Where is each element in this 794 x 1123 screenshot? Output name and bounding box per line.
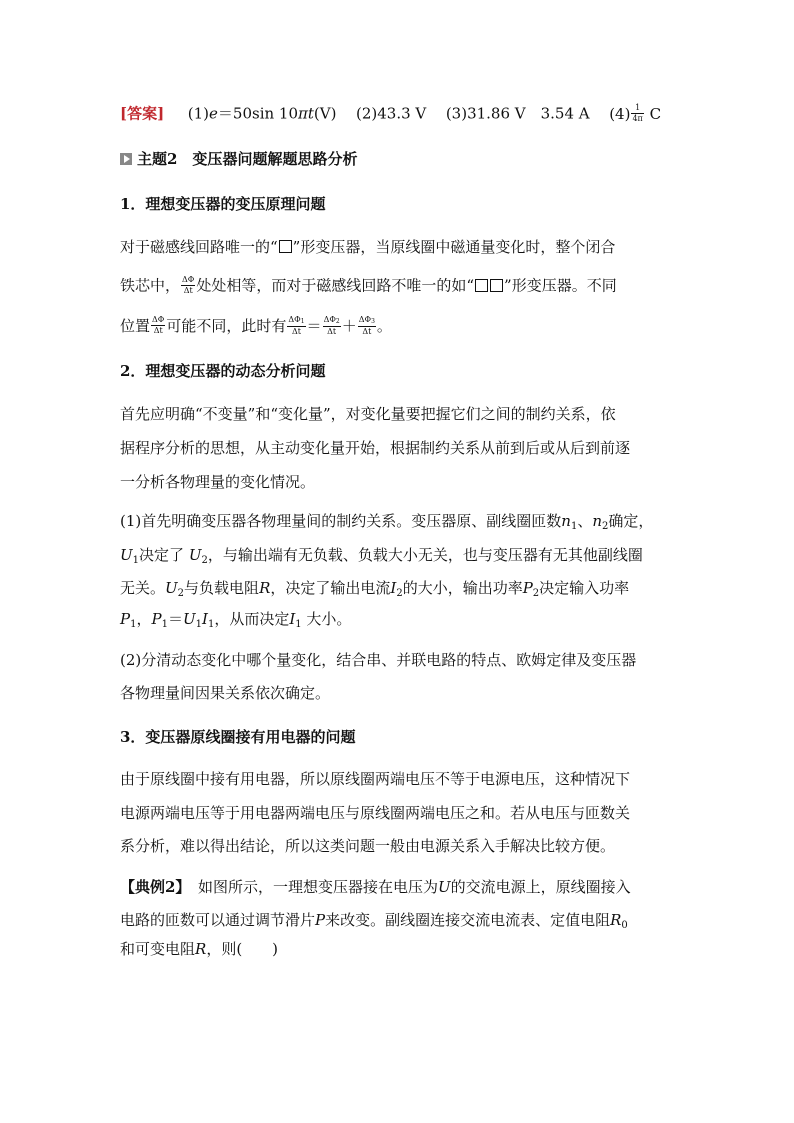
topic-heading: [120, 152, 357, 167]
section-1-heading: 1．理想变压器的变压原理问题: [120, 195, 326, 213]
section-2-p3-line-1: (2)分清动态变化中哪个量变化，结合串、并联电路的特点、欧姆定律及变压器: [120, 651, 637, 669]
section-1-line-1: 对于磁感线回路唯一的“ ”形变压器，当原线圈中磁通量变化时，整个闭合: [120, 238, 616, 256]
section-2-heading: 2．理想变压器的动态分析问题: [120, 362, 326, 380]
section-2-p2-line-2: $U_1$决定了 $U_2$，与输出端有无负载、负载大小无关，也与变压器有无其他副线圈: [120, 546, 643, 566]
example-label: 【典例2】: [120, 878, 183, 896]
section-1-line-3: 位置 $\frac{\Delta\Phi}{\Delta t}$ 可能不同，此时有 $\frac{\Delta\Phi_1}{\Delta t}$ ＝ $\frac{\Delta\Phi_2}{\Delta t}$ ＋ $\frac{\Delta\Phi_3}{\Delta t}$ 。: [120, 315, 392, 336]
section-2-p1-line-3: 一分析各物理量的变化情况。: [120, 473, 316, 491]
section-2-p2-line-4: $P_1$，$P_1=U_1I_1$，从而决定$I_1$ 大小。: [120, 610, 352, 630]
answer-part-4: (4) $\frac{1}{4\pi}$ C: [609, 103, 662, 123]
section-2-p2-line-1: (1)首先明确变压器各物理量间的制约关系。变压器原、副线圈匝数$n_1$、$n_2$确定，: [120, 512, 654, 532]
example-line-3: 和可变电阻R，则( ): [120, 940, 279, 958]
section-3-heading: 3．变压器原线圈接有用电器的问题: [120, 728, 356, 746]
flux-rate-fraction: $\frac{\Delta\Phi}{\Delta t}$: [182, 275, 195, 295]
section-1-line-2: 铁芯中， $\frac{\Delta\Phi}{\Delta t}$ 处处相等，而对于磁感线回路不唯一的如“ ”形变压器。不同: [120, 275, 617, 295]
section-2-p1-line-1: 首先应明确“不变量”和“变化量”，对变化量要把握它们之间的制约关系，依: [120, 405, 616, 423]
topic-title: 主题2 变压器问题解题思路分析: [137, 150, 358, 168]
answer-part-3: (3)31.86 V 3.54 A: [445, 104, 590, 123]
core-shape-icon: [279, 240, 292, 253]
core-shape-icon-b: [490, 279, 503, 292]
core-shape-icon-a: [475, 279, 488, 292]
section-3-line-2: 电源两端电压等于用电器两端电压与原线圈两端电压之和。若从电压与匝数关: [120, 804, 631, 822]
section-3-line-1: 由于原线圈中接有用电器，所以原线圈两端电压不等于电源电压，这种情况下: [120, 770, 631, 788]
example-line-2: 电路的匝数可以通过调节滑片P来改变。副线圈连接交流电流表、定值电阻$R_0$: [120, 911, 628, 931]
play-triangle-icon: [120, 153, 132, 165]
section-2-p1-line-2: 据程序分析的思想，从主动变化量开始，根据制约关系从前到后或从后到前逐: [120, 439, 631, 457]
answer-line: [120, 104, 661, 125]
answer-label: [答案]: [120, 104, 165, 123]
answer-part-2: (2)43.3 V: [356, 104, 427, 123]
section-2-p2-line-3: 无关。$U_2$与负载电阻R，决定了输出电流$I_2$的大小，输出功率$P_2$决定输入功率: [120, 579, 630, 599]
example-line-1: 【典例2】 如图所示，一理想变压器接在电压为U的交流电源上，原线圈接入: [120, 878, 631, 896]
answer-part-1: (1)e＝50sin 10πt(V): [187, 104, 337, 123]
section-3-line-3: 系分析，难以得出结论，所以这类问题一般由电源关系入手解决比较方便。: [120, 837, 616, 855]
section-2-p3-line-2: 各物理量间因果关系依次确定。: [120, 684, 331, 702]
